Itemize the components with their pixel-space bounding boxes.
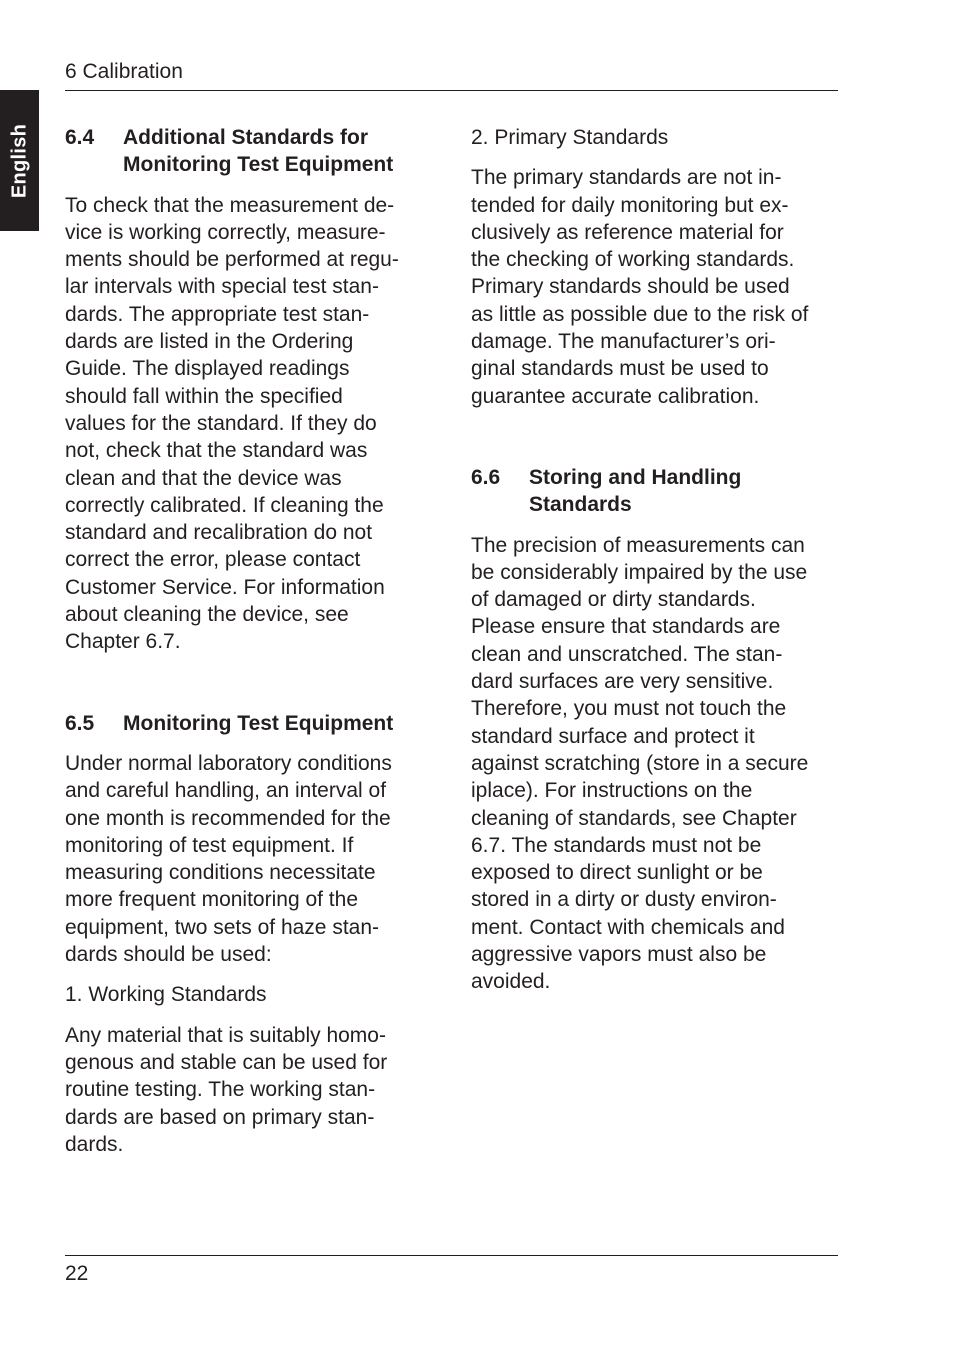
text-line: and careful handling, an interval of [65,779,387,803]
header-rule [65,90,838,91]
text-line: Chapter 6.7. [65,630,181,654]
text-line: Therefore, you must not touch the [471,697,787,721]
text-line: Guide. The displayed readings [65,357,350,381]
text-line: ginal standards must be used to [471,357,769,381]
text-line: dards should be used: [65,943,272,967]
section-title: Monitoring Test Equipment [123,711,394,735]
left-column [65,124,435,1158]
page-number: 22 [65,1262,89,1285]
text-line: of damaged or dirty standards. [471,588,756,612]
text-line: dards are based on primary stan- [65,1105,375,1129]
section-6-4-body [65,192,435,656]
footer-rule [65,1255,838,1256]
text-line: vice is working correctly, measure- [65,220,386,244]
text-line: lar intervals with special test stan- [65,275,379,299]
text-line: Primary standards should be used [471,275,790,299]
section-6-6-heading [471,464,841,519]
text-line: avoided. [471,970,551,994]
section-6-5-heading [65,710,435,737]
primary-standards-body [471,164,841,410]
text-line: clean and unscratched. The stan- [471,642,783,666]
text-line: should fall within the specified [65,384,343,408]
text-line: Please ensure that standards are [471,615,781,639]
text-line: cleaning of standards, see Chapter [471,806,797,830]
section-title: Additional Standards for Monitoring Test Equipment [123,126,394,177]
text-line: ment. Contact with chemicals and [471,915,785,939]
language-tab-label: English [8,123,30,198]
text-line: routine testing. The working stan- [65,1078,376,1102]
text-line: measuring conditions necessitate [65,861,376,885]
text-line: The primary standards are not in- [471,166,782,190]
section-title: Storing and Handling Standards [529,465,742,517]
running-header-title: 6 Calibration [65,60,183,83]
section-6-5-body [65,750,435,968]
text-line: about cleaning the device, see [65,603,349,627]
section-number: 6.4 [65,126,95,149]
text-line: clean and that the device was [65,466,342,490]
text-line: correct the error, please contact [65,548,361,572]
primary-standards-label: 2. Primary Standards [471,126,669,149]
text-line: not, check that the standard was [65,439,368,463]
text-line: dard surfaces are very sensitive. [471,670,774,694]
text-line: tended for daily monitoring but ex- [471,193,789,217]
text-line: correctly calibrated. If cleaning the [65,493,384,517]
text-line: genous and stable can be used for [65,1050,388,1074]
text-line: 6.7. The standards must not be [471,833,762,857]
text-line: standard surface and protect it [471,724,755,748]
working-standards-body [65,1022,435,1158]
text-line: Customer Service. For information [65,575,385,599]
text-line: damage. The manufacturer’s ori- [471,330,776,354]
text-line: as little as possible due to the risk of [471,302,809,326]
text-line: Under normal laboratory conditions [65,751,392,775]
text-line: against scratching (store in a secure [471,751,809,775]
text-line: The precision of measurements can [471,533,805,557]
text-line: one month is recommended for the [65,806,391,830]
text-line: iplace). For instructions on the [471,779,753,803]
section-6-6-body [471,532,841,996]
text-line: values for the standard. If they do [65,411,377,435]
text-line: clusively as reference material for [471,220,784,244]
text-line: To check that the measurement de- [65,193,395,217]
text-line: Any material that is suitably homo- [65,1023,386,1047]
text-line: dards. The appropriate test stan- [65,302,370,326]
text-line: more frequent monitoring of the [65,888,358,912]
text-line: stored in a dirty or dusty environ- [471,888,777,912]
right-column [471,124,841,996]
text-line: dards. [65,1132,124,1156]
text-line: be considerably impaired by the use [471,560,808,584]
text-line: exposed to direct sunlight or be [471,861,763,885]
text-line: guarantee accurate calibration. [471,384,760,408]
section-number: 6.5 [65,711,95,735]
working-standards-label: 1. Working Standards [65,983,267,1007]
text-line: monitoring of test equipment. If [65,833,354,857]
text-line: the checking of working standards. [471,248,795,272]
text-line: dards are listed in the Ordering [65,330,354,354]
text-line: aggressive vapors must also be [471,943,767,967]
section-number: 6.6 [471,465,501,489]
text-line: standard and recalibration do not [65,521,373,545]
text-line: ments should be performed at regu- [65,248,399,272]
language-tab [0,90,39,231]
section-6-4-heading [65,124,435,179]
text-line: equipment, two sets of haze stan- [65,915,380,939]
